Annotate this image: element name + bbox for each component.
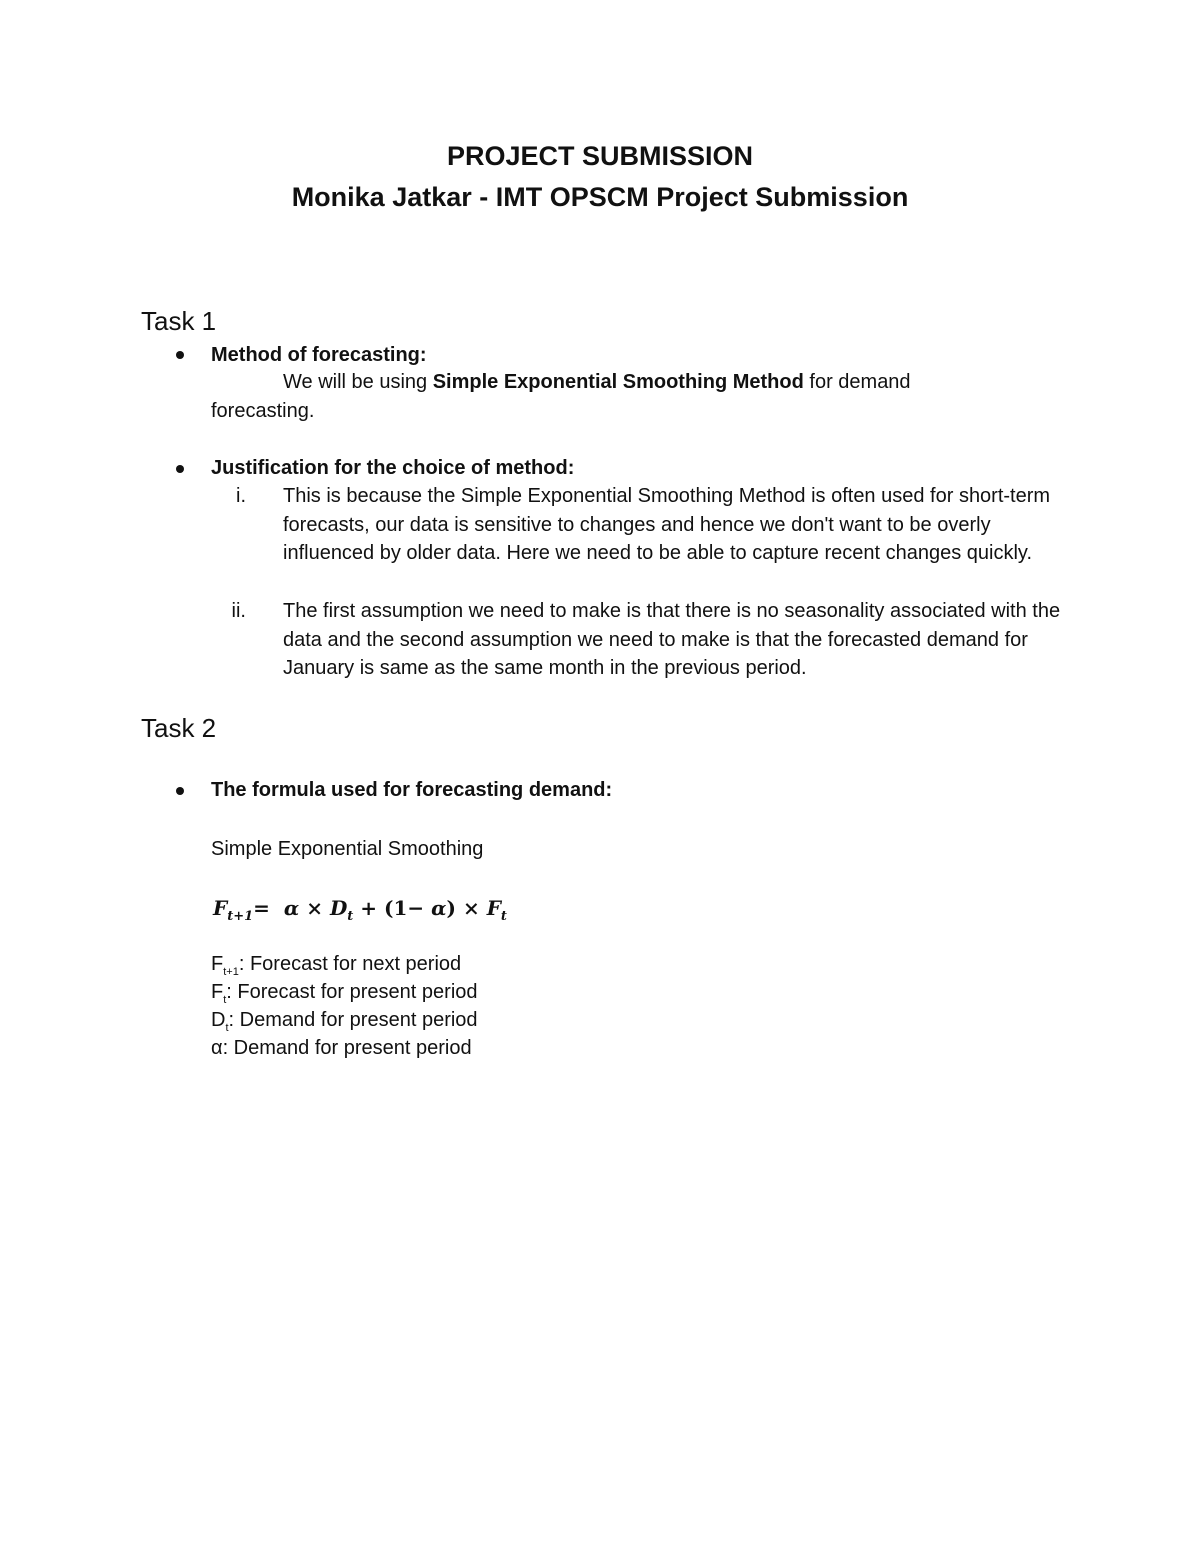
justification-item-2: The first assumption we need to make is that there is no seasonality associated with the data and the second assumption we need to make is that the forecasted demand for January is same as the same month in the previous period. [283,600,1061,680]
method-text-line [283,368,911,396]
method-label: Method of forecasting: [211,344,427,366]
definition-item: $F_t$: Forecast for present period [211,981,478,1006]
formula-equation: $F_{t+1}= \alpha \times D_t + (1- \alpha) \times F_t$ [213,896,507,924]
method-text-post: for demand [803,371,911,393]
task2-heading: Task 2 [141,713,217,743]
task1-heading: Task 1 [141,306,217,336]
method-text-pre: We will be using [283,371,433,393]
definition-item: $D_t$: Demand for present period [211,1009,478,1034]
bullet-dot [176,351,184,359]
definition-item: α: Demand for present period [211,1037,472,1059]
list-marker: ii. [231,600,246,622]
bullet-dot [176,465,184,473]
document-subtitle: Monika Jatkar - IMT OPSCM Project Submission [291,182,909,212]
document-title: PROJECT SUBMISSION [446,141,754,171]
justification-item-1: This is because the Simple Exponential Smoothing Method is often used for short-term forecasts, our data is sensitive to changes and hence we don't want to be overly influenced by older data. Here we need to be able to capture recent changes quickly. [283,485,1051,565]
list-marker: i. [236,485,246,507]
method-text-wrap: forecasting. [211,400,315,422]
definition-item: $F_{t+1}$: Forecast for next period [211,953,462,978]
bullet-dot [176,787,184,795]
formula-label: The formula used for forecasting demand: [211,779,613,801]
method-name-bold: Simple Exponential Smoothing Method [432,371,804,393]
method-name: Simple Exponential Smoothing [211,838,484,860]
justification-label: Justification for the choice of method: [211,457,575,479]
